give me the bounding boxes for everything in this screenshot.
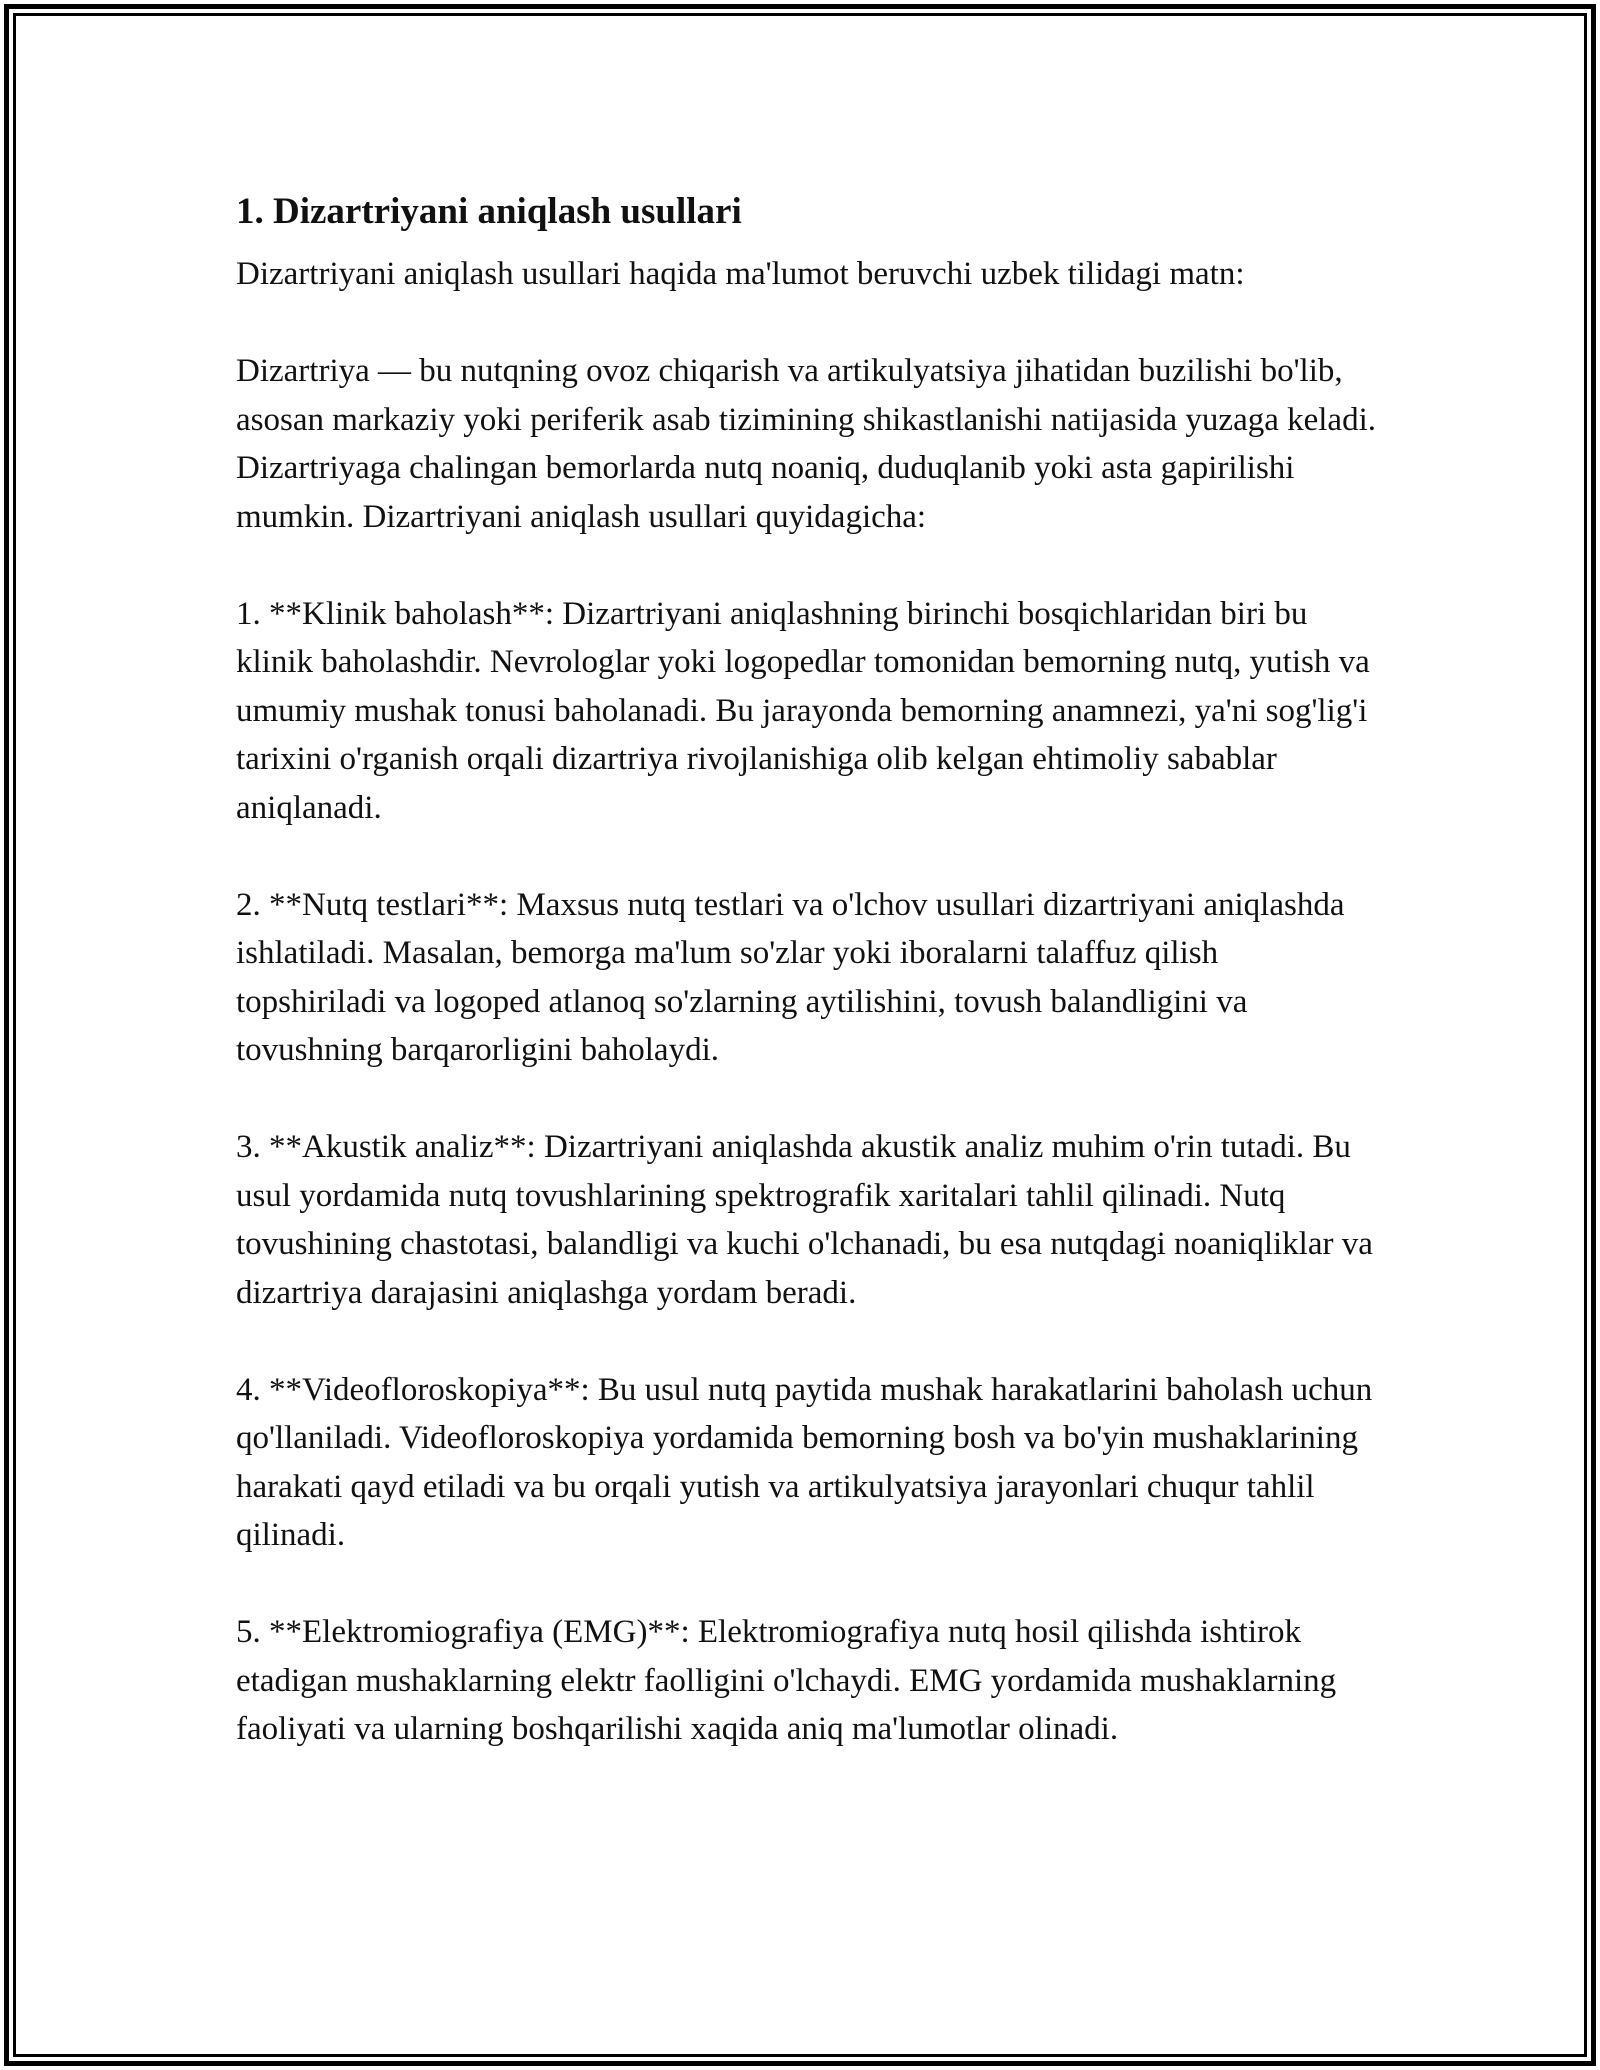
method-paragraph-clinical-assessment: 1. **Klinik baholash**: Dizartriyani aniqlashning birinchi bosqichlaridan biri bu klinik baholashdir. Nevrologlar yoki logopedlar tomonidan bemorning nutq, yutish va umumiy mushak tonusi baholanadi. Bu jarayonda bemorning anamnezi, ya'ni sog'lig'i tarixini o'rganish orqali dizartriya rivojlanishiga olib kelgan ehtimoliy sabablar aniqlanadi. xyxy=(236,595,1370,826)
definition-paragraph: Dizartriya — bu nutqning ovoz chiqarish va artikulyatsiya jihatidan buzilishi bo'lib, asosan markaziy yoki periferik asab tizimining shikastlanishi natijasida yuzaga keladi. Dizartriyaga chalingan bemorlarda nutq noaniq, duduqlanib yoki asta gapirilishi mumkin. Dizartriyani aniqlash usullari quyidagicha: xyxy=(236,353,1376,535)
document-body xyxy=(236,188,1376,1754)
method-paragraph-speech-tests: 2. **Nutq testlari**: Maxsus nutq testlari va o'lchov usullari dizartriyani aniqlashda ishlatiladi. Masalan, bemorga ma'lum so'zlar yoki iboralarni talaffuz qilish topshiriladi va logoped atlanoq so'zlarning aytilishini, tovush balandligini va tovushning barqarorligini baholaydi. xyxy=(236,886,1345,1068)
method-paragraph-videofluoroscopy: 4. **Videofloroskopiya**: Bu usul nutq paytida mushak harakatlarini baholash uchun qo'llaniladi. Videofloroskopiya yordamida bemorning bosh va bo'yin mushaklarining harakati qayd etiladi va bu orqali yutish va artikulyatsiya jarayonlari chuqur tahlil qilinadi. xyxy=(236,1371,1373,1553)
method-paragraph-electromyography: 5. **Elektromiografiya (EMG)**: Elektromiografiya nutq hosil qilishda ishtirok etadigan mushaklarning elektr faolligini o'lchaydi. EMG yordamida mushaklarning faoliyati va ularning boshqarilishi xaqida aniq ma'lumotlar olinadi. xyxy=(236,1614,1337,1747)
page-title: 1. Dizartriyani aniqlash usullari xyxy=(236,191,742,232)
method-paragraph-acoustic-analysis: 3. **Akustik analiz**: Dizartriyani aniqlashda akustik analiz muhim o'rin tutadi. Bu usul yordamida nutq tovushlarining spektrografik xaritalari tahlil qilinadi. Nutq tovushining chastotasi, balandligi va kuchi o'lchanadi, bu esa nutqdagi noaniqliklar va dizartriya darajasini aniqlashga yordam beradi. xyxy=(236,1129,1373,1311)
intro-paragraph: Dizartriyani aniqlash usullari haqida ma'lumot beruvchi uzbek tilidagi matn: xyxy=(236,256,1245,292)
